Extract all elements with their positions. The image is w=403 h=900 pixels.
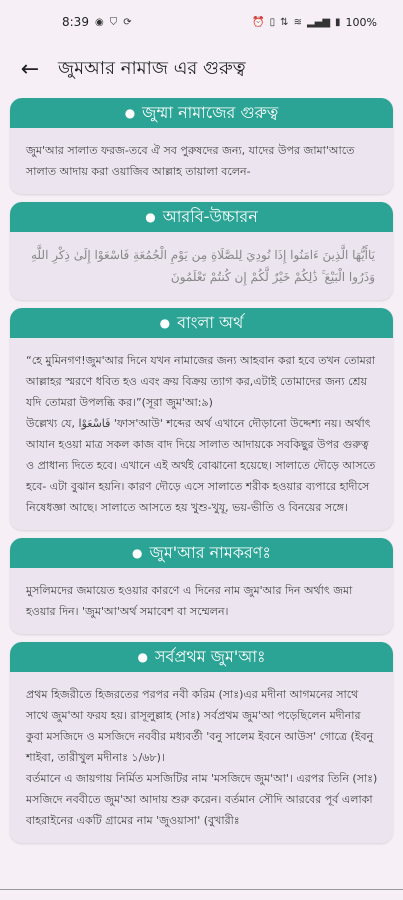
section-title: জুম্মা নামাজের গুরুত্ব [142,102,279,122]
wifi-icon: ≋ [293,16,302,28]
section-text: জুম'আর সালাত ফরজ-তবে ঐ সব পুরুষদের জন্য, যাদের উপর জামা'আতে সালাত আদায় করা ওয়াজিব আল্লাহ তায়ালা বলেন- [26,144,355,178]
section-card-naming [10,538,393,634]
app-bar [0,44,403,94]
status-bar [0,0,403,44]
section-header [10,308,393,338]
section-card-first-jumua [10,642,393,843]
battery-icon: ▮ [335,16,341,28]
section-header [10,538,393,568]
battery-level: 100% [345,15,377,29]
section-body [10,672,393,843]
section-header [10,98,393,128]
alarm-icon: ⏰ [252,16,265,28]
section-title: সর্বপ্রথম জুম'আঃ [154,646,266,666]
arrow-left-icon: ← [20,56,40,82]
section-card-meaning [10,308,393,530]
status-time: 8:39 [62,15,89,29]
section-body [10,338,393,530]
section-title: বাংলা অর্থ [177,312,244,332]
section-title: জুম'আর নামকরণঃ [149,542,271,562]
shield-icon: ⛉ [109,16,118,28]
bullet-icon: ● [159,316,171,330]
status-right [252,16,377,29]
gesture-bar [0,890,403,900]
section-header [10,642,393,672]
bullet-icon: ● [132,546,143,560]
arabic-text: يَاأَيُّهَا الَّذِينَ ءَامَنُوا إِذَا نُودِيَ لِلصَّلَاةِ مِن يَوْمِ الْجُمُعَةِ فَاسْعَوْا إِلَىٰ ذِكْرِ اللَّهِ وَذَرُوا الْبَيْعَ ۚ ذَٰلِكُمْ خَيْرٌ لَّكُمْ إِن كُنتُمْ تَعْلَمُونَ [31,248,375,284]
section-card-importance [10,98,393,194]
data-speed-icon: ⇅ [280,16,289,28]
section-text: “হে মুমিনগণ!জুম'আর দিনে যখন নামাজের জন্য আহবান করা হবে তখন তোমরা আল্লাহর স্মরণে ধবিত হও এবং ক্রয় বিক্রয় ত্যাগ কর,এটাই তোমাদের জন্য শ্রেয় যদি তোমরা উপলব্ধি কর।”(সূরা জুম'আ:৯) [26,354,376,409]
bullet-icon: ● [137,650,148,664]
content-scroll[interactable] [0,98,403,888]
bullet-icon: ● [124,106,136,120]
section-header [10,202,393,232]
section-body [10,232,393,300]
sync-icon: ⟳ [123,16,132,28]
signal-icon: ▂▄▆ [306,16,331,28]
page-title: জুমআর নামাজ এর গুরুত্ব [58,57,246,79]
section-title: আরবি-উচ্চারন [162,206,258,226]
section-text: প্রথম হিজরীতে হিজরতের পরপর নবী করিম (সাঃ)এর মদীনা আগমনের সাথে সাথে জুম'আ ফরয হয়। রাসূলুল্লাহ (সাঃ) সর্বপ্রথম জুম'আ পড়েছিলেন মদীনার কুবা মসজিদে ও মসজিদে নববীর মধ্যবর্তী 'বনু সালেম ইবনে আউস' গোত্রে (ইবনু শাইবা, তারীখুল মদীনাঃ ১/৬৮)। [26,688,374,764]
section-body [10,128,393,194]
bullet-icon: ● [145,210,156,224]
vibrate-icon: ▯ [269,16,276,28]
back-button[interactable] [6,45,54,93]
section-text: বর্তমানে এ জায়গায় নির্মিত মসজিটির নাম 'মসজিদে জুম'আ'। এরপর তিনি (সাঃ) মসজিদে নববীতে জুম'আ আদায় শুরু করেন। বর্তমান সৌদি আরবের পূর্ব এলাকা বাহরাইনের একটি গ্রামের নাম 'জুওয়াসা' (বুখারীঃ [26,772,378,827]
section-card-arabic [10,202,393,300]
status-left [62,15,132,29]
whatsapp-icon: ◉ [94,16,104,28]
section-text: মুসলিমদের জমায়েত হওয়ার কারণে এ দিনের নাম জুম'আর দিন অর্থাৎ জমা হওয়ার দিন। 'জুম'আ'অর্থ সমাবেশ বা সম্মেলন। [26,584,353,618]
section-text: উল্লেখ্য যে, فَاسْعَوْا 'ফাস'আউ' শব্দের অর্থ এখানে দৌড়ানো উদ্দেশ্য নয়। অর্থাৎ আযান হওয়া মাত্র সকল কাজ বাদ দিয়ে সালাত আদায়কে সবকিছুর উপর গুরুত্ব ও প্রাধান্য দিতে হবে। এখানে এই অর্থই বোঝানো হয়েছে। সালাতে দৌড়ে আসতে হবে- এটা বুঝান হয়নি। কারণ দৌড়ে এসে সালাতে শরীক হওয়ার ব্যপারে হাদীসে নিষেধজ্ঞা আছে। সালাতে আসতে হয় খুশু-খুযূ, ভয়-ভীতি ও বিনয়ের সঙ্গে। [26,417,376,514]
section-body [10,568,393,634]
